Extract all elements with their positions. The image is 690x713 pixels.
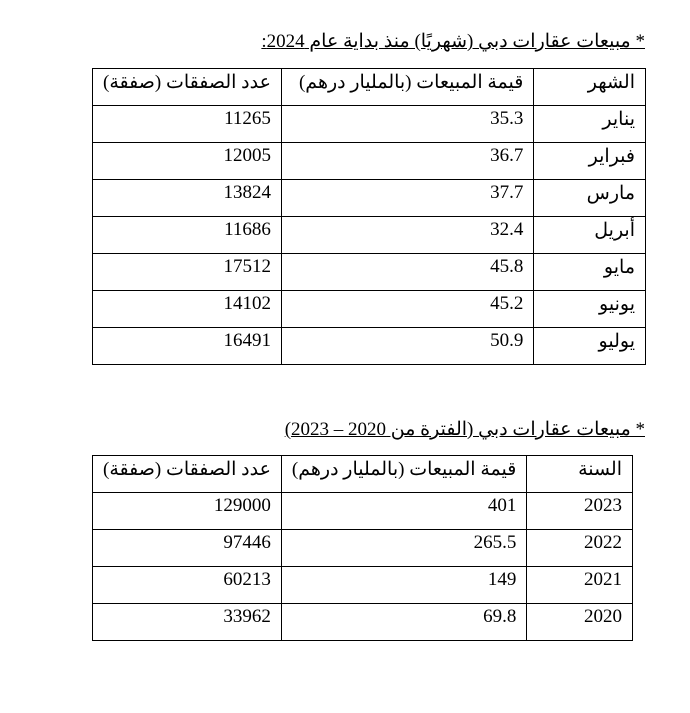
- table-row: [93, 493, 633, 530]
- cell-month: يناير: [534, 106, 646, 143]
- cell-month: مارس: [534, 180, 646, 217]
- cell-year: 2023: [527, 493, 633, 530]
- cell-year: 2021: [527, 567, 633, 604]
- yearly-sales-table: [92, 455, 633, 641]
- cell-deals-count: 11686: [93, 217, 282, 254]
- table-row: [93, 604, 633, 641]
- cell-month: يونيو: [534, 291, 646, 328]
- cell-sales-value: 149: [281, 567, 526, 604]
- cell-sales-value: 45.2: [281, 291, 533, 328]
- cell-deals-count: 14102: [93, 291, 282, 328]
- header-deals-count: عدد الصفقات (صفقة): [93, 69, 282, 106]
- cell-sales-value: 35.3: [281, 106, 533, 143]
- table-row: [93, 143, 646, 180]
- cell-sales-value: 50.9: [281, 328, 533, 365]
- header-deals-count: عدد الصفقات (صفقة): [93, 456, 282, 493]
- monthly-sales-caption: * مبيعات عقارات دبي (شهريًا) منذ بداية عام 2024:: [261, 31, 645, 52]
- table-row: [93, 106, 646, 143]
- cell-month: يوليو: [534, 328, 646, 365]
- header-sales-value: قيمة المبيعات (بالمليار درهم): [281, 69, 533, 106]
- header-year: السنة: [527, 456, 633, 493]
- table-row: [93, 567, 633, 604]
- cell-sales-value: 265.5: [281, 530, 526, 567]
- header-month: الشهر: [534, 69, 646, 106]
- cell-sales-value: 45.8: [281, 254, 533, 291]
- table-header-row: [93, 69, 646, 106]
- cell-deals-count: 17512: [93, 254, 282, 291]
- cell-month: مايو: [534, 254, 646, 291]
- header-sales-value: قيمة المبيعات (بالمليار درهم): [281, 456, 526, 493]
- cell-sales-value: 401: [281, 493, 526, 530]
- cell-deals-count: 11265: [93, 106, 282, 143]
- cell-sales-value: 37.7: [281, 180, 533, 217]
- cell-sales-value: 32.4: [281, 217, 533, 254]
- cell-sales-value: 69.8: [281, 604, 526, 641]
- table-header-row: [93, 456, 633, 493]
- yearly-sales-caption: * مبيعات عقارات دبي (الفترة من 2020 – 2023): [284, 419, 645, 440]
- cell-month: فبراير: [534, 143, 646, 180]
- cell-deals-count: 33962: [93, 604, 282, 641]
- table-row: [93, 180, 646, 217]
- monthly-sales-table: [92, 68, 646, 365]
- table-row: [93, 291, 646, 328]
- cell-sales-value: 36.7: [281, 143, 533, 180]
- table-row: [93, 530, 633, 567]
- cell-deals-count: 97446: [93, 530, 282, 567]
- cell-deals-count: 13824: [93, 180, 282, 217]
- cell-year: 2022: [527, 530, 633, 567]
- cell-deals-count: 16491: [93, 328, 282, 365]
- cell-deals-count: 60213: [93, 567, 282, 604]
- table-row: [93, 217, 646, 254]
- cell-month: أبريل: [534, 217, 646, 254]
- table-row: [93, 328, 646, 365]
- cell-year: 2020: [527, 604, 633, 641]
- cell-deals-count: 129000: [93, 493, 282, 530]
- cell-deals-count: 12005: [93, 143, 282, 180]
- table-row: [93, 254, 646, 291]
